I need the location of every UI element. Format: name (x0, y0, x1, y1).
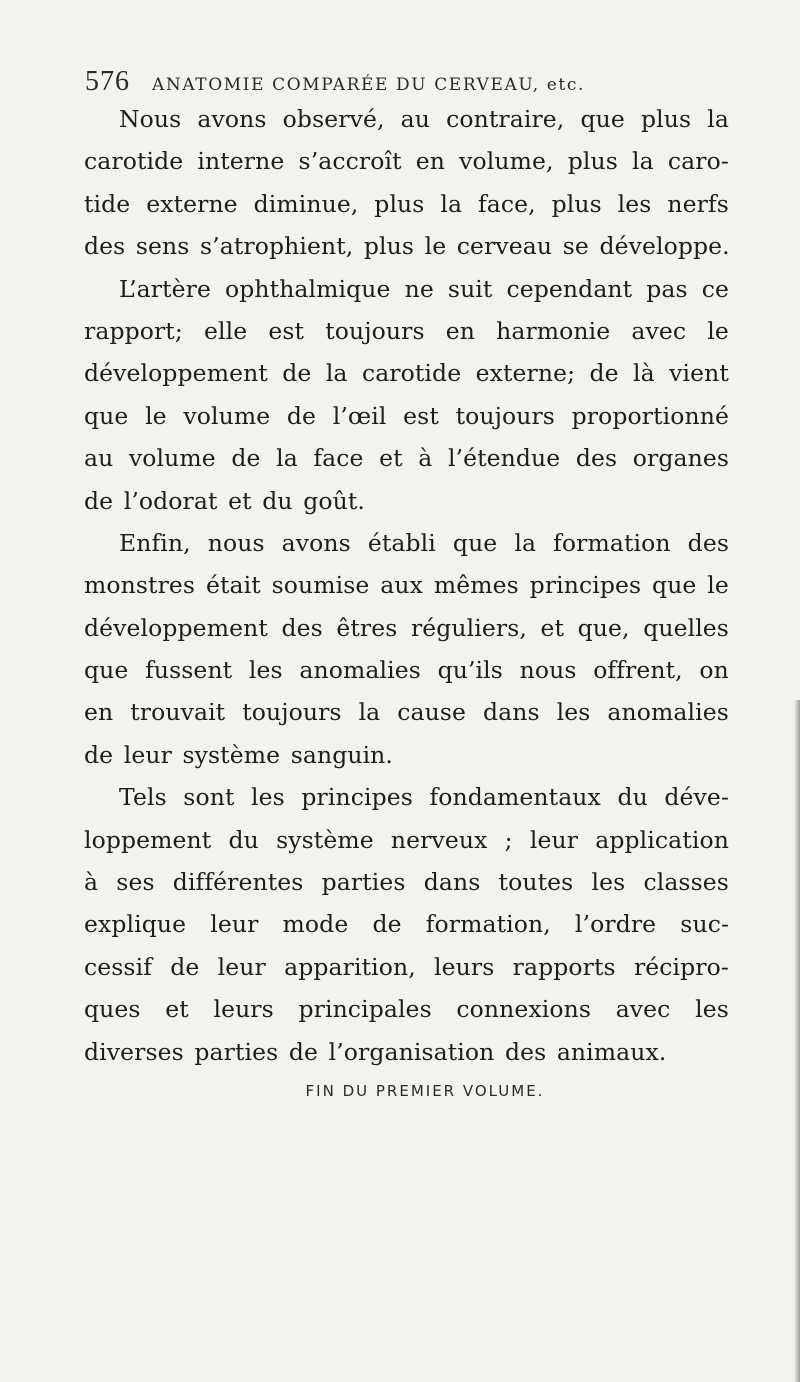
word: la (707, 105, 729, 133)
word: l’ordre (574, 910, 657, 939)
word: pas (646, 274, 688, 303)
word: trouvait (130, 698, 226, 727)
word: plus (363, 232, 415, 261)
word: caro- (667, 147, 729, 176)
word: interne (197, 147, 285, 176)
text-line (84, 903, 729, 945)
word: plus (551, 189, 602, 218)
page-number: 576 (85, 66, 130, 97)
word: l’odorat (123, 486, 218, 515)
word: principes (529, 571, 642, 600)
word: externe (146, 189, 238, 218)
word: offrent, (593, 656, 683, 685)
word: Nous (119, 105, 182, 133)
word: et (540, 613, 565, 642)
word: les (617, 189, 652, 218)
text-line (84, 310, 729, 352)
word: parties (321, 868, 406, 897)
text-line (84, 988, 729, 1030)
word: l’étendue (447, 444, 561, 473)
word: le (707, 316, 729, 345)
text-line (84, 480, 729, 522)
word: s’atrophient, (200, 232, 354, 261)
word: ques (84, 995, 141, 1024)
word: on (699, 656, 729, 685)
word: loppement (84, 825, 212, 854)
word: développe. (599, 232, 730, 261)
text-line (84, 776, 729, 818)
word: les (251, 783, 285, 812)
page-edge-shadow (794, 700, 800, 1382)
word: de (288, 1037, 319, 1066)
word: anomalies (607, 698, 729, 727)
word: que (452, 528, 498, 557)
word: la (358, 698, 381, 727)
word: en (445, 316, 475, 345)
word: le (145, 401, 167, 430)
word: explique (84, 910, 187, 939)
word: l’œil (332, 401, 387, 430)
word: du (228, 825, 259, 854)
word: de (84, 740, 114, 769)
word: et (379, 444, 403, 473)
word: nerveux (390, 825, 488, 854)
word: volume, (459, 147, 554, 176)
word: sens (135, 232, 190, 261)
word: principales (298, 995, 432, 1024)
word: mêmes (433, 571, 519, 600)
word: observé, (282, 105, 385, 133)
word: les (695, 995, 729, 1024)
word: avec (631, 316, 687, 345)
text-line (84, 734, 729, 776)
word: contraire, (446, 105, 565, 133)
word: elle (204, 316, 248, 345)
word: suit (447, 274, 493, 303)
word: aux (380, 571, 423, 600)
word: quelles (643, 613, 729, 642)
word: les (591, 868, 626, 897)
word: ce (701, 274, 729, 303)
word: application (595, 825, 729, 854)
text-line (84, 691, 729, 733)
word: s’accroît (298, 147, 402, 176)
text-line (84, 649, 729, 691)
text-line (84, 140, 729, 182)
word: face (313, 444, 364, 473)
word: cause (397, 698, 467, 727)
word: classes (643, 868, 729, 897)
text-line (84, 225, 729, 267)
word: ne (404, 274, 434, 303)
word: Tels (119, 783, 167, 812)
word: nous (519, 656, 577, 685)
word: plus (640, 105, 692, 133)
word: à (84, 868, 99, 897)
word: ses (116, 868, 155, 897)
word: des (575, 444, 618, 473)
word: de (372, 910, 402, 939)
word: toujours (242, 698, 342, 727)
text-line (84, 607, 729, 649)
word: qu’ils (437, 656, 503, 685)
word: et (165, 995, 189, 1024)
word: mode (282, 910, 349, 939)
word: fussent (145, 656, 233, 685)
word: harmonie (496, 316, 611, 345)
word: développement (84, 359, 268, 388)
word: le (707, 571, 729, 600)
word: est (268, 316, 305, 345)
word: en (415, 147, 446, 176)
word: se (562, 232, 589, 261)
running-title: ANATOMIE COMPARÉE DU CERVEAU, etc. (152, 75, 585, 95)
word: leur (210, 910, 259, 939)
word: développement (84, 613, 268, 642)
word: proportionné (571, 401, 729, 430)
word: leur (529, 825, 579, 854)
word: l’organisation (328, 1037, 495, 1066)
word: établi (367, 528, 436, 557)
word: au (84, 444, 114, 473)
word: la (276, 444, 298, 473)
word: plus (374, 189, 425, 218)
body-text (84, 98, 729, 1073)
word: les (556, 698, 591, 727)
word: avec (615, 995, 671, 1024)
word: système (182, 740, 281, 769)
word: déve- (664, 783, 729, 812)
word: êtres (336, 613, 398, 642)
word: sont (183, 783, 235, 812)
text-line (84, 352, 729, 394)
text-line (84, 183, 729, 225)
word: leur (123, 740, 172, 769)
word: de (286, 401, 317, 430)
word: connexions (456, 995, 592, 1024)
word: formation, (425, 910, 551, 939)
word: du (617, 783, 648, 812)
word: tide (84, 189, 131, 218)
word: avons (197, 105, 267, 133)
word: rapports (512, 952, 616, 981)
word: différentes (172, 868, 304, 897)
word: dans (483, 698, 540, 727)
word: ; (504, 825, 513, 854)
text-line (84, 1031, 729, 1073)
word: rapport; (84, 316, 183, 345)
word: récipro- (633, 952, 729, 981)
word: de (170, 952, 200, 981)
word: que (652, 571, 697, 600)
word: que (84, 401, 129, 430)
colophon: FIN DU PREMIER VOLUME. (305, 1082, 545, 1100)
word: la (325, 359, 348, 388)
word: ophthalmique (225, 274, 391, 303)
word: toutes (498, 868, 574, 897)
word: principes (301, 783, 413, 812)
text-line (84, 268, 729, 310)
text-line (84, 395, 729, 437)
word: carotide (361, 359, 462, 388)
word: nerfs (667, 189, 729, 218)
text-line (84, 522, 729, 564)
word: volume (128, 444, 216, 473)
word: et (228, 486, 252, 515)
word: parties (194, 1037, 279, 1066)
word: système (276, 825, 374, 854)
word: que (580, 105, 625, 133)
word: dans (423, 868, 481, 897)
word: est (403, 401, 439, 430)
word: de (231, 444, 261, 473)
word: nous (207, 528, 265, 557)
word: organes (632, 444, 729, 473)
word: des (84, 232, 126, 261)
word: goût. (303, 486, 365, 515)
word: leurs (434, 952, 495, 981)
word: volume (183, 401, 271, 430)
word: cependant (506, 274, 633, 303)
word: là (633, 359, 655, 388)
word: était (205, 571, 261, 600)
word: que (84, 656, 129, 685)
word: anomalies (299, 656, 421, 685)
word: animaux. (556, 1037, 667, 1066)
word: que, (577, 613, 630, 642)
text-line (84, 98, 729, 140)
word: monstres (84, 571, 196, 600)
text-line (84, 861, 729, 903)
word: de (589, 359, 619, 388)
word: face, (477, 189, 536, 218)
word: plus (567, 147, 618, 176)
word: soumise (271, 571, 370, 600)
word: le (424, 232, 447, 261)
word: les (248, 656, 283, 685)
word: suc- (680, 910, 729, 939)
word: en (84, 698, 114, 727)
word: L’artère (119, 274, 211, 303)
text-line (84, 564, 729, 606)
word: des (504, 1037, 547, 1066)
word: toujours (455, 401, 555, 430)
text-line (84, 437, 729, 479)
word: la (440, 189, 463, 218)
word: diverses (84, 1037, 184, 1066)
word: Enfin, (119, 528, 191, 557)
word: toujours (325, 316, 425, 345)
word: au (400, 105, 430, 133)
word: leurs (213, 995, 274, 1024)
word: de (84, 486, 114, 515)
word: fondamentaux (429, 783, 601, 812)
word: cessif (84, 952, 153, 981)
word: cerveau (456, 232, 553, 261)
word: à (418, 444, 433, 473)
word: du (262, 486, 293, 515)
word: avons (281, 528, 351, 557)
word: la (632, 147, 654, 176)
text-line (84, 946, 729, 988)
word: des (281, 613, 323, 642)
word: diminue, (253, 189, 359, 218)
word: la (514, 528, 537, 557)
word: vient (669, 359, 729, 388)
word: carotide (84, 147, 184, 176)
word: sanguin. (290, 740, 393, 769)
word: des (687, 528, 729, 557)
word: de (282, 359, 312, 388)
word: réguliers, (410, 613, 527, 642)
text-line (84, 819, 729, 861)
word: apparition, (284, 952, 416, 981)
word: leur (217, 952, 266, 981)
word: externe; (475, 359, 576, 388)
word: formation (553, 528, 671, 557)
